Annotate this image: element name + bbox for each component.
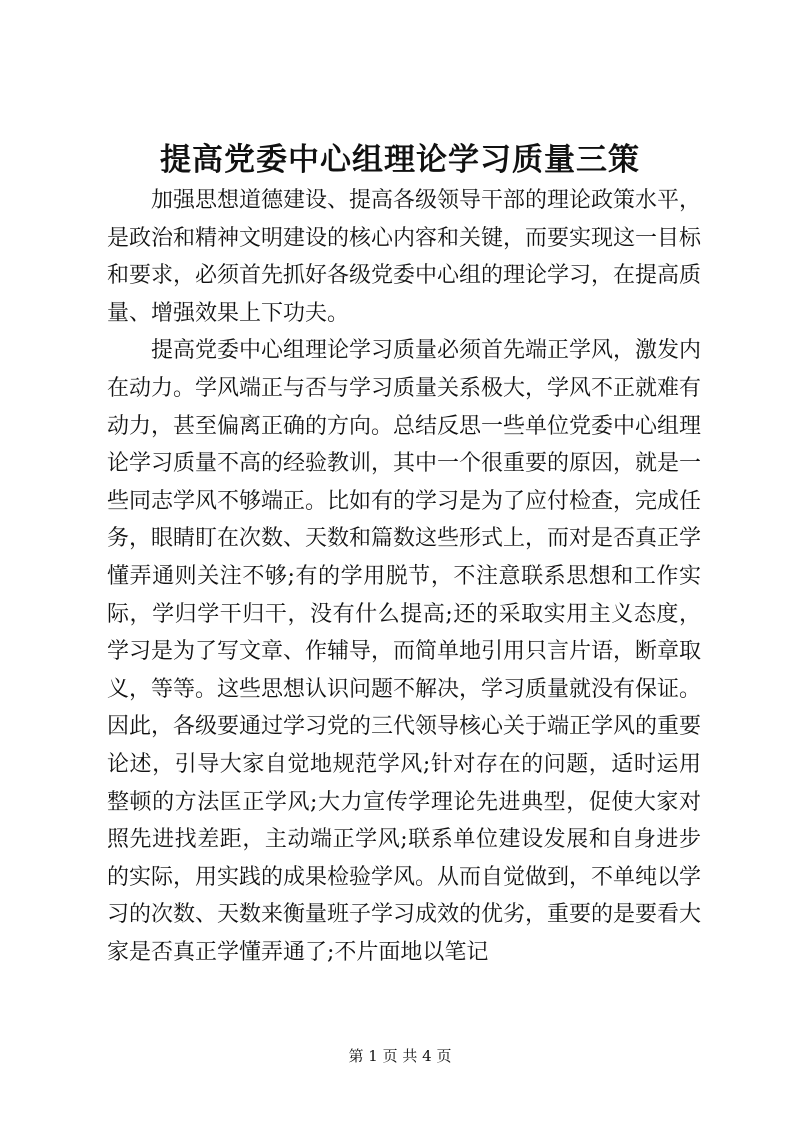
paragraph: 加强思想道德建设、提高各级领导干部的理论政策水平，是政治和精神文明建设的核心内容和关键，而要实现这一目标和要求，必须首先抓好各级党委中心组的理论学习，在提高质量、增强效果上下功夫。: [107, 188, 702, 326]
document-body: [107, 182, 701, 971]
page-footer: 第 1 页 共 4 页: [348, 1047, 452, 1065]
document-title: 提高党委中心组理论学习质量三策: [160, 142, 640, 178]
paragraph: 提高党委中心组理论学习质量必须首先端正学风，激发内在动力。学风端正与否与学习质量关系极大，学风不正就难有动力，甚至偏离正确的方向。总结反思一些单位党委中心组理论学习质量不高的经验教训，其中一个很重要的原因，就是一些同志学风不够端正。比如有的学习是为了应付检查，完成任务，眼睛盯在次数、天数和篇数这些形式上，而对是否真正学懂弄通则关注不够;有的学用脱节，不注意联系思想和工作实际，学归学干归干，没有什么提高;还的采取实用主义态度，学习是为了写文章、作辅导，而简单地引用只言片语，断章取义，等等。这些思想认识问题不解决，学习质量就没有保证。因此，各级要通过学习党的三代领导核心关于端正学风的重要论述，引导大家自觉地规范学风;针对存在的问题，适时运用整顿的方法匡正学风;大力宣传学理论先进典型，促使大家对照先进找差距，主动端正学风;联系单位建设发展和自身进步的实际，用实践的成果检验学风。从而自觉做到，不单纯以学习的次数、天数来衡量班子学习成效的优劣，重要的是要看大家是否真正学懂弄通了;不片面地以笔记: [107, 338, 702, 965]
